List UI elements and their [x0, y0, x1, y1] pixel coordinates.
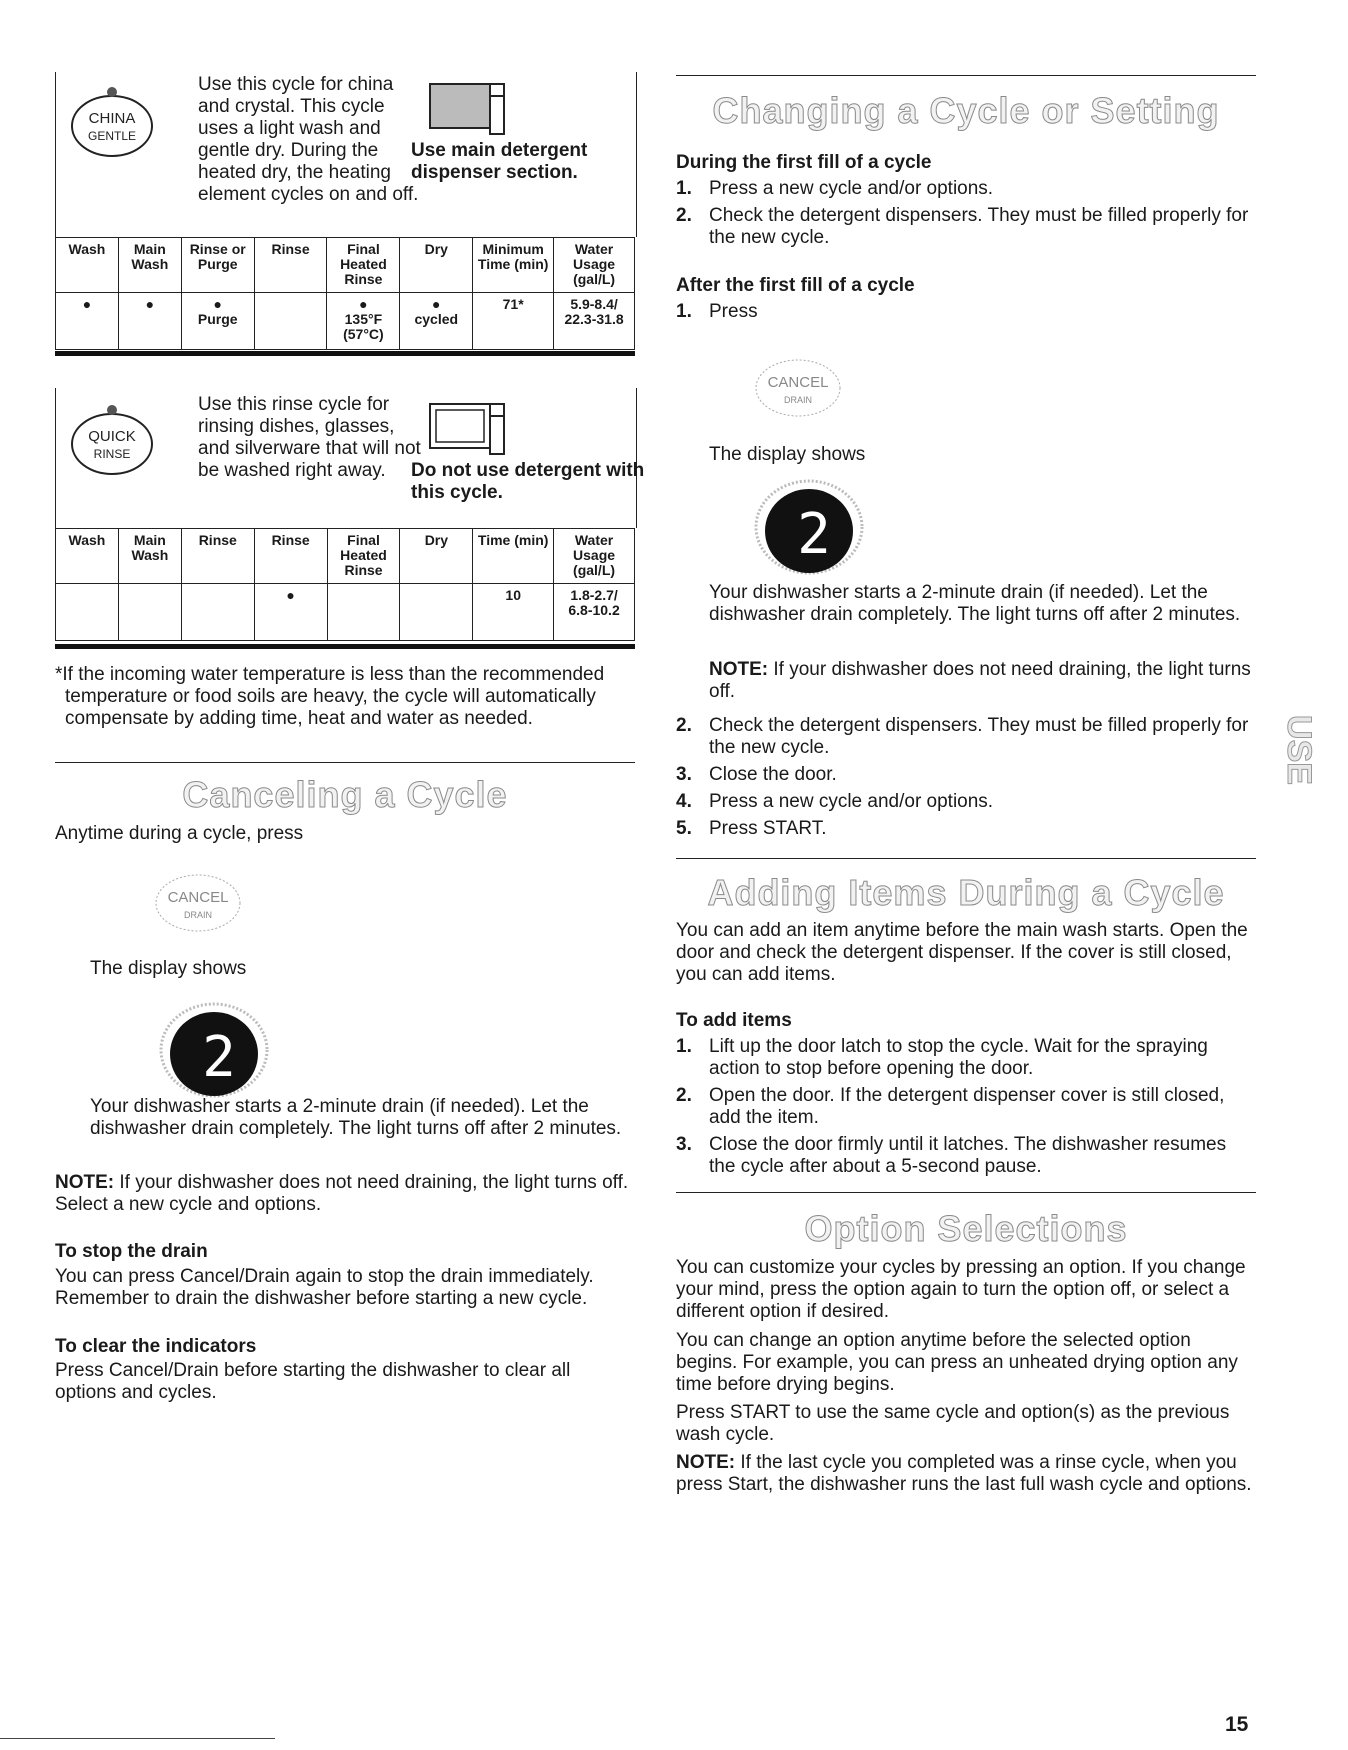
- table-cell: [327, 584, 400, 641]
- add-items-list: [676, 1036, 1256, 1183]
- svg-text:2: 2: [797, 502, 831, 567]
- table-header: Dry: [400, 238, 473, 293]
- table-header: Rinse: [181, 529, 254, 584]
- canceling-title: Canceling a Cycle: [182, 774, 508, 815]
- changing-title: Changing a Cycle or Setting: [712, 90, 1220, 131]
- table-row: [56, 584, 635, 641]
- quick-dispenser-note: Do not use detergent with this cycle.: [411, 460, 645, 503]
- china-gentle-table: [55, 237, 635, 350]
- page-number: 15: [1225, 1713, 1249, 1736]
- table-header-row: [56, 238, 635, 293]
- options-p3: Press START to use the same cycle and option(s) as the previous wash cycle.: [676, 1402, 1230, 1445]
- quick-badge-bottom: RINSE: [93, 447, 131, 461]
- table-row: [56, 293, 635, 350]
- table-bottom-rule: [55, 351, 635, 356]
- options-p1: You can customize your cycles by pressing an option. If you change your mind, press the option again to turn the option off, or select a different option if desired.: [676, 1257, 1246, 1322]
- after-fill-title: After the first fill of a cycle: [676, 275, 915, 296]
- table-header: Rinse or Purge: [181, 238, 254, 293]
- table-header: Wash: [56, 529, 119, 584]
- table-cell: [254, 293, 327, 350]
- table-header: Time (min): [473, 529, 554, 584]
- china-dispenser-note: Use main detergent dispenser section.: [411, 140, 588, 183]
- canceling-note: NOTE: If your dishwasher does not need draining, the light turns off. Select a new cycle and options.: [55, 1172, 629, 1215]
- quick-rinse-description-box: [55, 388, 645, 528]
- section-divider: [676, 75, 1256, 76]
- svg-text:DRAIN: DRAIN: [783, 395, 813, 405]
- list-item: 5. Press START.: [676, 818, 827, 839]
- quick-badge-top: QUICK: [88, 428, 136, 445]
- adding-intro: You can add an item anytime before the main wash starts. Open the door and check the detergent dispenser. If the cover is still closed, you can add items.: [676, 920, 1248, 985]
- display-indicator-icon: [754, 477, 864, 577]
- china-gentle-description-box: [55, 72, 637, 237]
- table-cell: 5.9-8.4/ 22.3-31.8: [554, 293, 635, 350]
- table-cell: [181, 584, 254, 641]
- table-cell: [118, 584, 181, 641]
- cancel-drain-button-icon: [753, 357, 843, 419]
- svg-text:2: 2: [202, 1025, 236, 1090]
- clear-indicators-text: Press Cancel/Drain before starting the dishwasher to clear all options and cycles.: [55, 1360, 571, 1403]
- display-indicator-icon: [159, 1000, 269, 1100]
- list-item: 2. Open the door. If the detergent dispenser cover is still closed, add the item.: [676, 1085, 1225, 1128]
- list-item: 3. Close the door.: [676, 764, 837, 785]
- options-p2: You can change an option anytime before the selected option begins. For example, you can press an unheated drying option any time before drying begins.: [676, 1330, 1238, 1395]
- add-items-title: To add items: [676, 1010, 792, 1031]
- table-cell: 1.8-2.7/ 6.8-10.2: [554, 584, 635, 641]
- table-cell: 10: [473, 584, 554, 641]
- clear-indicators-title: To clear the indicators: [55, 1336, 257, 1357]
- list-item: 1. Press: [676, 301, 758, 322]
- table-header: Water Usage (gal/L): [554, 238, 635, 293]
- list-item: 4. Press a new cycle and/or options.: [676, 791, 994, 812]
- stop-drain-title: To stop the drain: [55, 1241, 208, 1262]
- svg-text:CANCEL: CANCEL: [767, 374, 829, 391]
- changing-display-shows: The display shows: [709, 444, 866, 465]
- options-note: NOTE: If the last cycle you completed was a rinse cycle, when you press Start, the dishwasher runs the last full wash cycle and options.: [676, 1452, 1252, 1495]
- table-cell: [400, 584, 473, 641]
- table-cell: ●: [56, 293, 119, 350]
- list-item: 1. Press a new cycle and/or options.: [676, 178, 994, 199]
- first-fill-list: [676, 178, 1256, 254]
- table-cell: ● Purge: [181, 293, 254, 350]
- table-cell: 71*: [473, 293, 554, 350]
- stop-drain-text: You can press Cancel/Drain again to stop the drain immediately. Remember to drain the dishwasher before starting a new cycle.: [55, 1266, 594, 1309]
- table-header: Water Usage (gal/L): [554, 529, 635, 584]
- china-gentle-badge-icon: [64, 82, 160, 160]
- after-fill-list: [676, 715, 1256, 845]
- side-tab-use: [1268, 630, 1318, 870]
- footnote: *If the incoming water temperature is less than the recommended temperature or food soils are heavy, the cycle will automatically compensate by adding time, heat and water as needed.: [55, 664, 605, 729]
- list-item: 2. Check the detergent dispensers. They must be filled properly for the new cycle.: [676, 205, 1249, 248]
- table-header: Minimum Time (min): [473, 238, 554, 293]
- china-badge-top: CHINA: [88, 110, 136, 127]
- svg-text:DRAIN: DRAIN: [183, 910, 213, 920]
- first-fill-title: During the first fill of a cycle: [676, 152, 932, 173]
- section-divider: [676, 1192, 1256, 1193]
- cancel-drain-button-icon: [153, 872, 243, 934]
- bottom-rule: [0, 1738, 275, 1739]
- china-gentle-desc: Use this cycle for china and crystal. This cycle uses a light wash and gentle dry. During the heated dry, the heating element cycles on and off.: [198, 74, 419, 205]
- table-cell: ●: [118, 293, 181, 350]
- list-item: 3. Close the door firmly until it latches. The dishwasher resumes the cycle after about a 5-second pause.: [676, 1134, 1227, 1177]
- canceling-display-shows: The display shows: [90, 958, 247, 979]
- table-bottom-rule: [55, 644, 635, 649]
- quick-rinse-badge-icon: [64, 400, 160, 478]
- table-header: Final Heated Rinse: [327, 238, 400, 293]
- china-badge-bottom: GENTLE: [87, 129, 137, 143]
- table-cell: ●: [254, 584, 327, 641]
- list-item: 2. Check the detergent dispensers. They must be filled properly for the new cycle.: [676, 715, 1249, 758]
- svg-text:USE: USE: [1280, 715, 1318, 785]
- options-title: Option Selections: [804, 1208, 1128, 1249]
- canceling-intro: Anytime during a cycle, press: [55, 823, 304, 844]
- table-header: Dry: [400, 529, 473, 584]
- list-item: 1. Lift up the door latch to stop the cycle. Wait for the spraying action to stop before opening the door.: [676, 1036, 1208, 1079]
- svg-text:CANCEL: CANCEL: [167, 889, 229, 906]
- table-header: Wash: [56, 238, 119, 293]
- table-header: Main Wash: [118, 529, 181, 584]
- table-header: Rinse: [254, 529, 327, 584]
- table-cell: [56, 584, 119, 641]
- section-divider: [676, 858, 1256, 859]
- table-cell: ● cycled: [400, 293, 473, 350]
- table-header: Final Heated Rinse: [327, 529, 400, 584]
- changing-drain-text: Your dishwasher starts a 2-minute drain (if needed). Let the dishwasher drain completely. The light turns off after 2 minutes.: [709, 582, 1241, 625]
- after-fill-first-item: [676, 301, 1256, 328]
- changing-note: NOTE: If your dishwasher does not need draining, the light turns off.: [709, 659, 1251, 702]
- section-divider: [55, 762, 635, 763]
- quick-rinse-desc: Use this rinse cycle for rinsing dishes, glasses, and silverware that will not be washed right away.: [198, 394, 421, 481]
- table-header-row: [56, 529, 635, 584]
- table-header: Main Wash: [118, 238, 181, 293]
- quick-rinse-table: [55, 528, 635, 641]
- adding-title: Adding Items During a Cycle: [707, 872, 1225, 913]
- dispenser-full-icon: [428, 80, 508, 140]
- table-cell: ● 135°F (57°C): [327, 293, 400, 350]
- dispenser-empty-icon: [428, 400, 508, 460]
- canceling-drain-text: Your dishwasher starts a 2-minute drain (if needed). Let the dishwasher drain completely. The light turns off after 2 minutes.: [90, 1096, 622, 1139]
- table-header: Rinse: [254, 238, 327, 293]
